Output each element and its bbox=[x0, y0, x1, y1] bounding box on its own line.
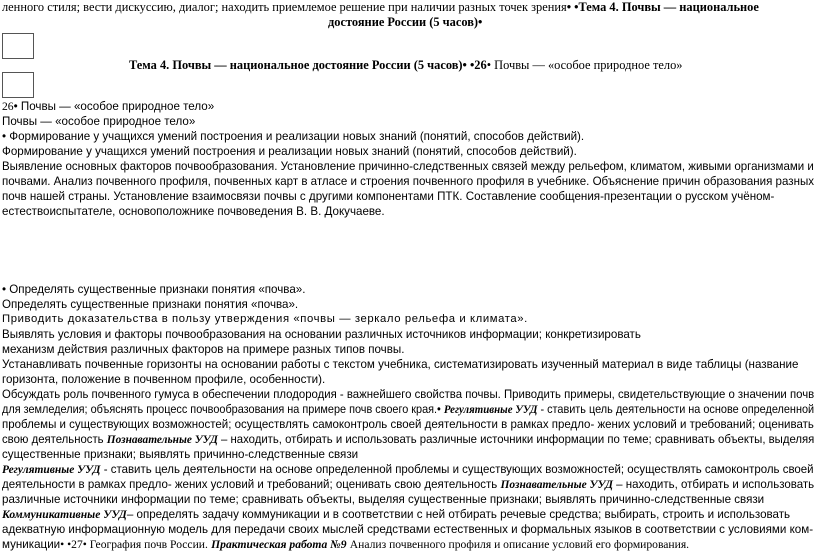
text-fragment: – находить, отбирать и использовать различные источники информации по теме; сравнивать объекты, выделяя bbox=[221, 433, 815, 446]
skill-bullet: • Определять существенные признаки понятия «почва». bbox=[2, 283, 306, 296]
text-line-4 bbox=[2, 99, 214, 114]
goal-line: Формирование у учащихся умений построения и реализации новых знаний (понятий, способов действий). bbox=[2, 145, 577, 158]
lesson-27-title: • •27• География почв России. bbox=[60, 538, 208, 551]
communicative-uud-label: Коммуникативные УУД bbox=[2, 508, 127, 521]
empty-table-cell bbox=[2, 72, 34, 98]
uud-line-8 bbox=[2, 507, 790, 522]
text-fragment: - ставить цель деятельности на основе определенной bbox=[540, 403, 815, 416]
uud-line-1 bbox=[2, 402, 814, 417]
text-fragment: – находить, отбирать и использовать bbox=[616, 478, 815, 491]
text-fragment: для земледелия; объяснять процесс почвообразования на примере почв своего края.• bbox=[2, 403, 441, 416]
regulatory-uud-label: Регулятивные УУД bbox=[443, 403, 538, 416]
skill-line-horizons: Устанавливать почвенные горизонты на основании работы с текстом учебника, систематизировать изученный материал в виде таблицы (название bbox=[2, 358, 799, 371]
topic-heading-fragment: • •Тема 4. Почвы — национальное bbox=[566, 0, 759, 14]
skill-line-factors: Выявлять условия и факторы почвообразования на основании различных источников информации; конкретизировать bbox=[2, 328, 641, 341]
text-line-1 bbox=[2, 0, 759, 15]
activity-line-1: Выявление основных факторов почвообразования. Установление причинно-следственных связей между рельефом, климатом, живыми организмами и bbox=[2, 160, 814, 173]
regulatory-uud-label: Регулятивные УУД bbox=[2, 463, 101, 476]
uud-line-4: существенные признаки; выявлять причинно-следственные связи bbox=[2, 448, 359, 461]
topic-heading: Тема 4. Почвы — национальное достояние России (5 часов)• •26 bbox=[129, 58, 487, 72]
lesson-title-line: Почвы — «особое природное тело» bbox=[2, 115, 196, 128]
lesson-title: • Почвы — «особое природное тело» bbox=[486, 58, 683, 72]
text-line-3 bbox=[129, 58, 682, 73]
skill-line-factors-cont: механизм действия различных факторов на примере разных типов почвы. bbox=[2, 343, 405, 356]
empty-table-cell bbox=[2, 33, 34, 59]
activity-line-2: почвами. Анализ почвенного профиля, почвенных карт в атласе и строения почвенного профиля в учебнике. Объяснение причин образования разных bbox=[2, 175, 815, 188]
practical-work-label: Практическая работа №9 bbox=[211, 538, 347, 551]
cognitive-uud-label: Познавательные УУД bbox=[106, 433, 218, 446]
uud-line-7: различные источники информации по теме; сравнивать объекты, выделяя существенные признаки; выявлять причинно-следственные связи bbox=[2, 493, 765, 506]
skill-line: Определять существенные признаки понятия «почва». bbox=[2, 298, 299, 311]
uud-line-5 bbox=[2, 462, 814, 477]
text-fragment: деятельности в рамках предло- жених условий и требований; оценивать свою деятельность bbox=[2, 478, 498, 491]
text-fragment: - ставить цель деятельности на основе определенной проблемы и существующих возможностей; осуществлять самоконтроль своей bbox=[103, 463, 814, 476]
uud-line-10 bbox=[2, 537, 689, 552]
text-fragment: свою деятельность bbox=[2, 433, 104, 446]
topic-heading-cont: достояние России (5 часов)• bbox=[328, 15, 483, 29]
uud-line-6 bbox=[2, 477, 814, 492]
text-fragment: – определять задачу коммуникации и в соответствии с ней отбирать речевые средства; выбирать, строить и использовать bbox=[126, 508, 791, 521]
practical-work-title: Анализ почвенного профиля и описание условий его формирования. bbox=[349, 538, 690, 551]
uud-line-2: проблемы и существующих возможностей; осуществлять самоконтроль своей деятельности в рамках предло- жених условий и требований; оценивать bbox=[2, 418, 814, 431]
activity-line-4: естествоиспытателе, основоположнике почвоведения В. В. Докучаеве. bbox=[2, 205, 385, 218]
cognitive-uud-label: Познавательные УУД bbox=[500, 478, 613, 491]
text-fragment: муникации bbox=[2, 538, 61, 551]
skill-line-evidence: Приводить доказательства в пользу утверждения «почвы — зеркало рельефа и климата». bbox=[2, 313, 528, 325]
lesson-title: • Почвы — «особое природное тело» bbox=[13, 100, 215, 113]
skill-line-horizons-cont: горизонта, положение в почвенном профиле, особенности). bbox=[2, 373, 326, 386]
goal-bullet: • Формирование у учащихся умений построения и реализации новых знаний (понятий, способов действий). bbox=[2, 130, 585, 143]
uud-line-9: адекватную информационную модель для передачи своих мыслей средствами естественных и формальных языков в соответствии с условиями ком- bbox=[2, 523, 814, 536]
activity-line-3: почв нашей страны. Установление взаимосвязи почвы с другими компонентами ПТК. Составление сообщения-презентации о русском учёном- bbox=[2, 190, 775, 203]
lesson-number: 26 bbox=[2, 100, 14, 113]
text-fragment: ленного стиля; вести дискуссию, диалог; находить приемлемое решение при наличии разных точек зрения bbox=[2, 0, 567, 14]
uud-line-3 bbox=[2, 432, 814, 447]
skill-line-humus: Обсуждать роль почвенного гумуса в обеспечении плодородия - важнейшего свойства почвы. Приводить примеры, свидетельствующие о значении почв bbox=[2, 388, 815, 401]
